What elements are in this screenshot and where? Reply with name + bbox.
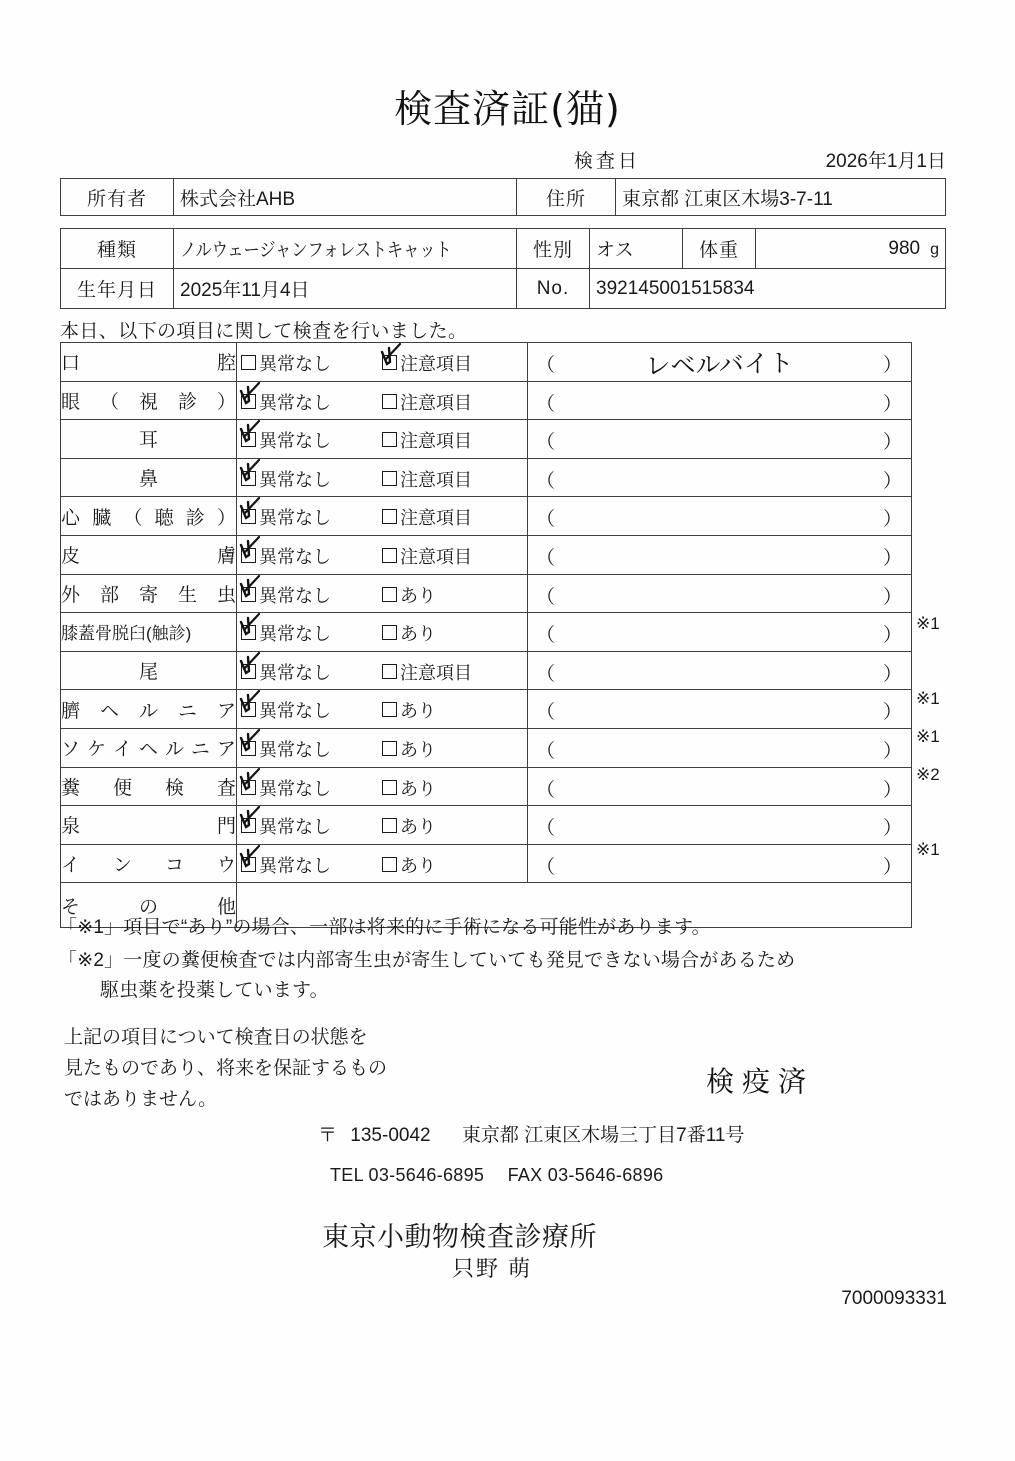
checkbox-label: 異常なし [259,392,331,413]
checklist-table [60,342,912,928]
checkbox-option-secondary[interactable] [382,543,472,569]
checklist-note-cell[interactable] [528,690,912,729]
checkbox-box [241,664,256,679]
checklist-note-cell[interactable] [528,458,912,497]
table-row [61,651,912,690]
footnote-marker: ※1 [916,839,940,859]
clinic-address: 東京都 江東区木場三丁目7番11号 [461,1125,745,1146]
checklist-item-label [61,613,237,652]
postal-mark-icon: 〒 [318,1124,338,1146]
address-label: 住所 [517,179,616,216]
paren-close: ） [882,625,902,647]
paren-open: （ [536,586,556,608]
table-row [61,806,912,845]
table-row [61,728,912,767]
weight-value-cell [756,229,946,269]
label-char: ヘ [138,739,158,761]
table-row [61,179,946,216]
checkbox-box [382,625,397,640]
checklist-options [237,844,528,883]
label-char: 眼 [61,391,81,413]
checkbox-box [382,394,397,409]
checklist-options [237,343,528,382]
label-char: 腔 [216,353,236,375]
label-char: イ [112,739,132,761]
checkbox-label: あり [400,624,436,645]
checklist-options [237,613,528,652]
checkbox-option-normal[interactable] [241,659,331,685]
checkbox-option-normal[interactable] [241,543,331,569]
checklist-note-cell[interactable] [528,381,912,420]
paren-open: （ [536,625,556,647]
checklist-note-cell[interactable] [528,651,912,690]
footnote-marker: ※1 [916,727,940,746]
label-char: ニ [177,700,197,722]
label-char: 心 [61,507,81,529]
label-char: 臓 [92,507,112,529]
label-char: ヘ [99,700,119,722]
checkbox-label: あり [400,778,436,799]
paren-close: ） [882,432,902,454]
checklist-note-cell[interactable] [528,420,912,459]
owner-label: 所有者 [61,179,174,216]
paren-close: ） [882,355,902,376]
checklist-options [237,767,528,806]
checkbox-box [382,664,397,679]
checklist-note-cell[interactable] [528,728,912,767]
checkbox-label: あり [400,585,436,606]
checkbox-option-secondary[interactable] [382,427,472,453]
breed-value [174,229,517,269]
postal-code: 135-0042 [350,1125,431,1146]
label-char: 糞 [61,777,81,799]
checklist-item-label [61,574,237,613]
checkbox-option-secondary[interactable] [382,736,436,762]
paren-open: （ [536,432,556,454]
checklist-item-label [61,343,237,382]
checkbox-option-normal[interactable] [241,736,331,762]
checkbox-label: 異常なし [259,701,331,722]
address-value: 東京都 江東区木場3-7-11 [616,179,946,216]
paren-open: （ [536,740,556,762]
footnote-2-line-2: 駆虫薬を投薬しています。 [100,980,329,1001]
paren-open: （ [536,779,556,801]
checkbox-label: 異常なし [259,855,331,876]
label-char: 寄 [138,584,158,606]
checklist-item-label [61,497,237,536]
checklist-item-label [61,651,237,690]
checkbox-box [241,702,256,717]
paren-close: ） [882,547,902,569]
checkbox-label: 注意項目 [400,392,472,413]
checkbox-option-secondary[interactable] [382,813,436,839]
checkbox-label: あり [400,701,436,722]
checkbox-label: あり [400,855,436,876]
checkbox-option-normal[interactable] [241,504,331,530]
label-char: ニ [190,739,210,761]
paren-close: ） [882,818,902,840]
checkbox-box [382,702,397,717]
paren-open: （ [536,355,556,376]
label-char: （ [123,507,143,529]
table-row [61,381,912,420]
sex-label: 性別 [517,229,590,269]
paren-close: ） [882,779,902,801]
paren-open: （ [536,856,556,878]
table-row [61,613,912,652]
footnote-2-line-1: 「※2」一度の糞便検査では内部寄生虫が寄生していても発見できない場合があるため [58,950,796,971]
paren-open: （ [536,547,556,569]
checkbox-label: 注意項目 [400,431,472,452]
label-text: 尾 [138,662,158,684]
label-char: 皮 [61,546,81,568]
checklist-note-cell[interactable] [528,535,912,574]
checkbox-box [241,471,256,486]
checklist-item-label [61,728,237,767]
checklist-note-cell[interactable] [528,613,912,652]
checkbox-label: あり [400,739,436,760]
checkbox-label: 異常なし [259,469,331,490]
paren-open: （ [536,818,556,840]
handwritten-note: レベルバイト [645,348,794,381]
label-char: の [138,896,158,918]
checkbox-label: 異常なし [259,354,331,374]
table-row [61,458,912,497]
checkbox-box [382,818,397,833]
inspection-date-value: 2026年1月1日 [825,151,946,172]
checkbox-label: 異常なし [259,624,331,645]
footnote-1: 「※1」項目で“あり”の場合、一部は将来的に手術になる可能性があります。 [58,917,711,938]
paren-close: ） [882,740,902,762]
clinic-name: 東京小動物検査診療所 [322,1222,597,1252]
label-char: そ [61,896,81,918]
disclaimer-line-1: 上記の項目について検査日の状態を [64,1027,368,1048]
label-char: 部 [99,584,119,606]
label-char: ン [112,855,132,877]
checklist-note-cell[interactable] [528,343,912,382]
paren-close: ） [882,509,902,531]
weight-unit: g [930,240,939,258]
label-char: 査 [216,777,236,799]
table-row [61,574,912,613]
checkbox-box [241,548,256,563]
disclaimer-line-2: 見たものであり、将来を保証するもの [64,1058,388,1079]
checkbox-label: 異常なし [259,817,331,838]
animal-table [60,228,946,309]
checkbox-option-secondary[interactable] [382,582,436,608]
checkbox-box [382,780,397,795]
checklist-item-label [61,767,237,806]
checkbox-box [382,587,397,602]
checkbox-label: 異常なし [259,546,331,567]
checkbox-box [241,780,256,795]
checkbox-option-secondary[interactable] [382,389,472,415]
checkbox-box [382,432,397,447]
paren-open: （ [536,702,556,724]
paren-open: （ [536,393,556,415]
label-char: 便 [112,777,132,799]
label-text: 鼻 [138,469,158,491]
table-row [61,497,912,536]
label-char: 生 [177,584,197,606]
sex-value: オス [590,229,683,269]
clinic-postal-address [318,1120,744,1147]
label-char: 虫 [216,584,236,606]
table-row [61,420,912,459]
table-row [61,229,946,269]
label-char: 臍 [61,700,81,722]
checkbox-label: 異常なし [259,585,331,606]
label-char: コ [164,855,184,877]
checkbox-box [382,741,397,756]
checklist-options [237,497,528,536]
checklist-item-label [61,844,237,883]
checklist-options [237,574,528,613]
label-text: 膝蓋骨脱臼(触診) [61,624,192,644]
checklist-options [237,728,528,767]
label-char: 外 [61,584,81,606]
checkbox-box [241,741,256,756]
checklist-item-label [61,381,237,420]
checkbox-box [241,625,256,640]
breed-label: 種類 [61,229,174,269]
checkbox-box [382,509,397,524]
checkbox-option-normal[interactable] [241,466,331,492]
label-char: ） [216,391,236,413]
label-char: ア [216,739,236,761]
checklist-item-label [61,535,237,574]
checkbox-box [241,432,256,447]
checkbox-box [241,394,256,409]
checkbox-label: 異常なし [259,739,331,760]
checkbox-box [241,587,256,602]
label-char: 視 [138,391,158,413]
quarantine-stamp: 検疫済 [706,1065,815,1098]
checklist-note-cell[interactable] [528,806,912,845]
checklist-options [237,806,528,845]
checklist-options [237,458,528,497]
paren-close: ） [882,856,902,878]
checkbox-label: 注意項目 [400,469,472,490]
label-char: ル [164,739,184,761]
inspection-date-label: 検査日 [574,151,641,172]
weight-label: 体重 [683,229,756,269]
reference-number: 7000093331 [841,1288,947,1309]
checklist-options [237,381,528,420]
footnote-marker: ※1 [916,689,940,709]
checkbox-label: 異常なし [259,662,331,683]
birthdate-label: 生年月日 [61,269,174,309]
checkbox-option-secondary[interactable] [382,620,436,646]
checklist-options [237,690,528,729]
label-char: イ [61,855,81,877]
checkbox-option-secondary[interactable] [382,697,436,723]
paren-open: （ [536,509,556,531]
checklist-options [237,651,528,690]
checkbox-option-normal[interactable] [241,813,331,839]
checkbox-label: あり [400,817,436,838]
checkbox-box [241,818,256,833]
label-char: ） [216,507,236,529]
checklist-item-label [61,458,237,497]
label-char: 泉 [61,816,81,838]
paren-close: ） [882,663,902,685]
label-char: 診 [177,391,197,413]
veterinarian-name: 只野 萌 [452,1256,533,1281]
label-char: 聴 [154,507,174,529]
lead-in-text: 本日、以下の項目に関して検査を行いました。 [60,321,468,342]
registration-no-value: 392145001515834 [590,269,946,309]
checklist-note-cell[interactable] [528,844,912,883]
label-char: ウ [216,855,236,877]
footnote-marker: ※2 [916,764,940,784]
clinic-contact [330,1165,663,1186]
checkbox-label: 異常なし [259,431,331,452]
checklist-item-label [61,690,237,729]
paren-close: ） [882,470,902,492]
checkbox-box [241,509,256,524]
paren-open: （ [536,470,556,492]
checklist-note-cell[interactable] [528,767,912,806]
checkbox-box [382,471,397,486]
label-text: 耳 [138,430,158,452]
disclaimer-line-3: ではありません。 [64,1089,218,1110]
table-row [61,844,912,883]
checkbox-label: 注意項目 [400,354,472,374]
registration-no-label: No. [517,269,590,309]
label-char: 検 [164,777,184,799]
table-row [61,767,912,806]
checklist-item-label [61,806,237,845]
checkbox-box [382,548,397,563]
checklist-note-cell[interactable] [528,574,912,613]
label-char: 他 [216,896,236,918]
owner-table [60,178,946,216]
checkbox-option-normal[interactable] [241,852,331,878]
label-char: ル [138,700,158,722]
clinic-tel: TEL 03-5646-6895 [330,1165,485,1185]
checkbox-option-secondary[interactable] [382,504,472,530]
checklist-item-label [61,420,237,459]
label-char: ア [216,700,236,722]
checkbox-box [382,355,397,370]
checkbox-box [241,857,256,872]
checklist-options [237,535,528,574]
checkbox-label: 注意項目 [400,662,472,683]
label-char: ソ [61,739,81,761]
checkbox-option-normal[interactable] [241,697,331,723]
clinic-fax: FAX 03-5646-6896 [507,1165,664,1185]
table-row [61,343,912,382]
label-char: 口 [61,353,81,375]
checkbox-option-normal[interactable] [241,775,331,801]
checkbox-label: 注意項目 [400,508,472,529]
label-char: 診 [185,507,205,529]
footnote-marker: ※1 [916,614,940,634]
table-row [61,535,912,574]
checkbox-option-normal[interactable] [241,427,331,453]
checkbox-label: 注意項目 [400,546,472,567]
checkbox-box [382,857,397,872]
checkbox-option-secondary[interactable] [382,350,472,376]
label-char: （ [99,391,119,413]
paren-close: ） [882,586,902,608]
checkbox-option-normal[interactable] [241,620,331,646]
checklist-note-cell[interactable] [528,497,912,536]
checkbox-option-secondary[interactable] [382,466,472,492]
checkbox-option-normal[interactable] [241,389,331,415]
checkbox-box [241,355,256,370]
paren-close: ） [882,702,902,724]
weight-value: 980 [888,237,921,259]
page-title: 検査済証(猫) [394,87,621,131]
checkbox-label: 異常なし [259,508,331,529]
disclaimer [64,1022,387,1115]
checkbox-option-secondary[interactable] [382,775,436,801]
paren-close: ） [882,393,902,415]
inspection-date-row [556,146,946,172]
label-char: ケ [86,739,106,761]
table-row [61,269,946,309]
owner-name: 株式会社AHB [174,179,517,216]
table-row [61,690,912,729]
checkbox-label: 異常なし [259,778,331,799]
label-char: 門 [216,816,236,838]
paren-open: （ [536,663,556,685]
checkbox-option-secondary[interactable] [382,852,436,878]
label-char: 膚 [216,546,236,568]
checkbox-option-normal[interactable] [241,582,331,608]
checklist-options [237,420,528,459]
checkbox-option-secondary[interactable] [382,659,472,685]
breed-text: ノルウェージャンフォレストキャット [180,240,452,261]
checkbox-option-normal[interactable] [241,350,331,376]
birthdate-value: 2025年11月4日 [174,269,517,309]
